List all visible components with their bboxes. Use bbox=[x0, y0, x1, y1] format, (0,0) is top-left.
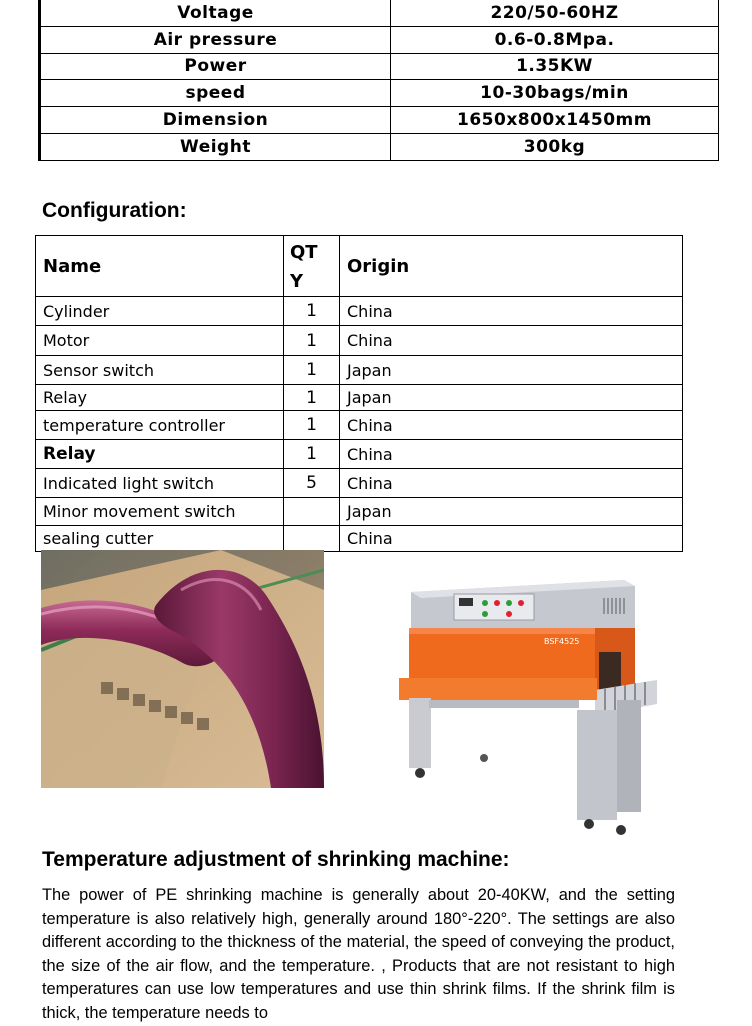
spec-value: 300kg bbox=[391, 133, 719, 160]
component-origin: China bbox=[340, 526, 683, 552]
component-name: sealing cutter bbox=[36, 526, 284, 552]
configuration-table bbox=[35, 235, 683, 552]
component-origin: Japan bbox=[340, 356, 683, 385]
spec-row bbox=[40, 0, 719, 26]
component-qty: 5 bbox=[284, 469, 340, 498]
spec-label: Voltage bbox=[40, 0, 391, 26]
component-name: Relay bbox=[36, 385, 284, 411]
shrink-wrapped-product-photo bbox=[41, 550, 324, 788]
component-qty bbox=[284, 526, 340, 552]
spec-label: Weight bbox=[40, 133, 391, 160]
component-origin: China bbox=[340, 440, 683, 469]
origin-column-header: Origin bbox=[340, 236, 683, 297]
component-qty: 1 bbox=[284, 411, 340, 440]
shrink-tunnel-machine-photo bbox=[399, 570, 661, 838]
component-qty: 1 bbox=[284, 356, 340, 385]
temperature-paragraph: The power of PE shrinking machine is generally about 20-40KW, and the setting temperature is also relatively high, generally around 180°-220°. The settings are also different according to the thickness of the material, the speed of conveying the product, the size of the air flow, and the temperature. , Products that are not resistant to high temperatures can use low temperatures and use thin shrink films. If the shrink film is thick, the temperature needs to bbox=[42, 886, 675, 1022]
spec-value: 10-30bags/min bbox=[391, 80, 719, 107]
configuration-heading: Configuration: bbox=[42, 199, 187, 222]
component-origin: China bbox=[340, 411, 683, 440]
spec-row bbox=[40, 80, 719, 107]
component-qty: 1 bbox=[284, 385, 340, 411]
spec-value: 0.6-0.8Mpa. bbox=[391, 26, 719, 53]
component-name: Minor movement switch bbox=[36, 498, 284, 526]
spec-label: Power bbox=[40, 53, 391, 80]
component-origin: Japan bbox=[340, 498, 683, 526]
table-row bbox=[36, 326, 683, 356]
component-name: Indicated light switch bbox=[36, 469, 284, 498]
spec-value: 1.35KW bbox=[391, 53, 719, 80]
spec-value: 220/50-60HZ bbox=[391, 0, 719, 26]
component-origin: Japan bbox=[340, 385, 683, 411]
spec-row bbox=[40, 26, 719, 53]
qty-header-line2: Y bbox=[290, 271, 304, 292]
component-qty: 1 bbox=[284, 297, 340, 326]
component-name: Sensor switch bbox=[36, 356, 284, 385]
machine-model-label: BSF4525 bbox=[544, 637, 580, 646]
spec-label: speed bbox=[40, 80, 391, 107]
qty-header-line1: QT bbox=[290, 242, 318, 263]
component-qty bbox=[284, 498, 340, 526]
spec-label: Air pressure bbox=[40, 26, 391, 53]
spec-label: Dimension bbox=[40, 107, 391, 134]
spec-row bbox=[40, 133, 719, 160]
temperature-heading: Temperature adjustment of shrinking machine: bbox=[42, 848, 510, 871]
table-row bbox=[36, 385, 683, 411]
spec-table bbox=[38, 0, 719, 161]
qty-column-header bbox=[284, 236, 340, 297]
spec-row bbox=[40, 53, 719, 80]
component-qty: 1 bbox=[284, 440, 340, 469]
table-row bbox=[36, 440, 683, 469]
table-row bbox=[36, 498, 683, 526]
table-row bbox=[36, 411, 683, 440]
component-name: temperature controller bbox=[36, 411, 284, 440]
table-row bbox=[36, 297, 683, 326]
table-row bbox=[36, 469, 683, 498]
table-row bbox=[36, 526, 683, 552]
component-origin: China bbox=[340, 297, 683, 326]
component-origin: China bbox=[340, 326, 683, 356]
component-name: Relay bbox=[36, 440, 284, 469]
name-column-header: Name bbox=[36, 236, 284, 297]
component-qty: 1 bbox=[284, 326, 340, 356]
component-name: Motor bbox=[36, 326, 284, 356]
spec-row bbox=[40, 107, 719, 134]
component-origin: China bbox=[340, 469, 683, 498]
spec-value: 1650x800x1450mm bbox=[391, 107, 719, 134]
component-name: Cylinder bbox=[36, 297, 284, 326]
configuration-header-row bbox=[36, 236, 683, 297]
table-row bbox=[36, 356, 683, 385]
